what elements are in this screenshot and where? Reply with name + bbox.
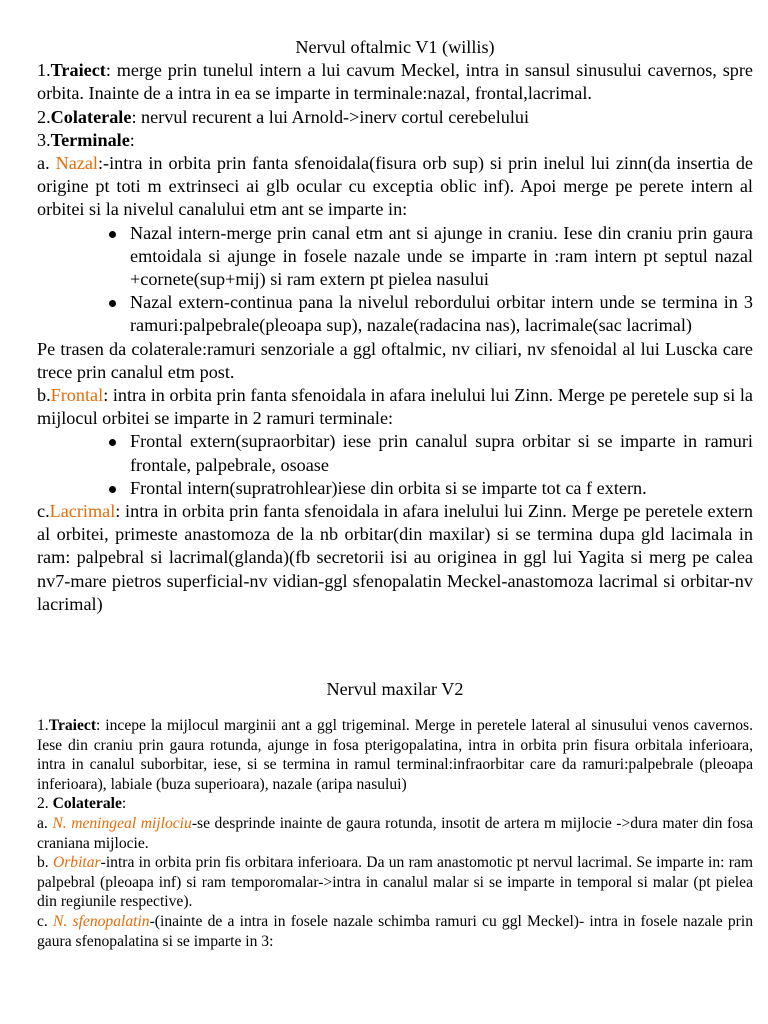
item-text: : xyxy=(121,795,127,813)
v2-meningeal xyxy=(37,814,753,853)
highlight-term: N. meningeal mijlociu xyxy=(52,814,192,832)
item-label: Colaterale xyxy=(52,795,122,813)
highlight-term: Orbitar xyxy=(52,854,101,872)
item-number: 1. xyxy=(37,60,51,81)
section-title-v2: Nervul maxilar V2 xyxy=(326,679,464,699)
page-title: Nervul oftalmic V1 (willis) xyxy=(295,37,495,57)
list-item: Frontal extern(supraorbitar) iese prin canalul supra orbitar si se imparte in ramuri frontale, palpebrale, osoase xyxy=(130,430,753,476)
item-text: -se desprinde inainte de gaura rotunda, insotit de artera m mijlocie ->dura mater din fosa craniana mijlocie. xyxy=(37,814,753,852)
list-item: Nazal extern-continua pana la nivelul rebordului orbitar intern unde se termina in 3 ramuri:palpebrale(pleoapa sup), nazale(radacina nas), lacrimale(sac lacrimal) xyxy=(130,291,753,337)
item-text: : merge prin tunelul intern a lui cavum Meckel, intra in sansul sinusului cavernos, spre orbita. Inainte de a intra in ea se imparte in terminale:nazal, frontal,lacrimal. xyxy=(37,60,753,104)
item-text: : intra in orbita prin fanta sfenoidala in afara inelului lui Zinn. Merge pe peretele sup si la mijlocul orbitei se imparte in 2 ramuri terminale: xyxy=(37,385,753,429)
item-text: -(inainte de a intra in fosele nazale schimba ramuri cu ggl Meckel)- intra in fosele nazale prin gaura sfenopalatina si se imparte in 3: xyxy=(37,912,753,950)
v1-traiect xyxy=(37,59,753,105)
item-label: Traiect xyxy=(48,717,97,734)
item-text: : intra in orbita prin fanta sfenoidala in afara inelului lui Zinn. Merge pe peretele extern al orbitei, primeste anastomoza de la nb orbitar(din maxilar) si se termina dupa gld lacimala in ram: palpebral si lacrimal(glanda)(fb secretorii isi au originea in ggl lui Yagita si merg pe calea nv7-mare pietros superficial-nv vidian-ggl sfenopalatin Meckel-anastomoza lacrimal si orbitar-nv lacrimal) xyxy=(37,501,753,614)
list-item: Nazal intern-merge prin canal etm ant si ajunge in craniu. Iese din craniu prin gaura emtoidala si ajunge in fosele nazale unde se imparte in :ram intern pt septul nazal +cornete(sup+mij) si ram extern pt pielea nasului xyxy=(130,222,753,292)
item-text: : xyxy=(129,129,135,150)
item-prefix: c. xyxy=(37,912,54,930)
item-text: -intra in orbita prin fis orbitara inferioara. Da un ram anastomotic pt nervul lacrimal. Se imparte in: ram palpebral (pleoapa inf) si ram temporomalar->intra in canalul malar si se imparte in temporal si malar (pt pielea din regiunile respective). xyxy=(37,854,753,911)
v1-nazal-after: Pe trasen da colaterale:ramuri senzoriale a ggl oftalmic, nv ciliari, nv sfenoidal al lui Luscka care trece prin canalul etm post. xyxy=(37,338,753,382)
highlight-term: Nazal xyxy=(55,153,98,174)
item-text: : nervul recurent a lui Arnold->inerv cortul cerebelului xyxy=(131,106,530,127)
highlight-term: N. sfenopalatin xyxy=(53,912,150,930)
v2-sfenopalatin xyxy=(37,912,753,951)
item-number: 1. xyxy=(37,717,49,734)
v1-frontal xyxy=(37,384,753,430)
item-prefix: a. xyxy=(37,153,56,174)
frontal-bullet-list xyxy=(37,430,753,500)
item-text: :-intra in orbita prin fanta sfenoidala(fisura orb sup) si prin inelul lui zinn(da insertia de origine pt toti m extrinseci ai glb ocular cu exceptia oblic inf). Apoi merge pe perete intern al orbitei si la nivelul canalului etm ant se imparte in: xyxy=(37,153,753,220)
v2-traiect xyxy=(37,716,753,794)
item-number: 3. xyxy=(37,129,51,150)
item-label: Colaterale xyxy=(50,106,132,127)
item-prefix: b. xyxy=(37,854,53,872)
v2-orbitar xyxy=(37,853,753,912)
item-text: : incepe la mijlocul marginii ant a ggl trigeminal. Merge in peretele lateral al sinusului venos cavernos. Iese din craniu prin gaura rotunda, ajunge in fosa pterigopalatina, intra in orbita prin fisura orbitala inferioara, intra in canalul suborbitar, iese, si se termina in ramul terminal:infraorbitar care da ramuri:palpebrale (pleoapa inferioara), labiale (buza superioara), nazale (aripa nasului) xyxy=(37,717,753,793)
item-prefix: c. xyxy=(37,501,50,522)
v1-lacrimal xyxy=(37,500,753,616)
item-number: 2. xyxy=(37,795,53,813)
highlight-term: Frontal xyxy=(50,385,104,406)
v1-terminale xyxy=(37,129,753,152)
v1-colaterale xyxy=(37,106,753,129)
list-item: Frontal intern(supratrohlear)iese din orbita si se imparte tot ca f extern. xyxy=(130,477,753,500)
item-prefix: b. xyxy=(37,385,51,406)
v1-nazal xyxy=(37,152,753,222)
nazal-bullet-list xyxy=(37,222,753,338)
v2-colaterale xyxy=(37,794,753,814)
item-prefix: a. xyxy=(37,814,53,832)
item-label: Terminale xyxy=(50,129,130,150)
item-label: Traiect xyxy=(50,60,106,81)
item-number: 2. xyxy=(37,106,51,127)
highlight-term: Lacrimal xyxy=(49,501,116,522)
section-v2 xyxy=(37,716,753,951)
section-v1 xyxy=(37,36,753,616)
